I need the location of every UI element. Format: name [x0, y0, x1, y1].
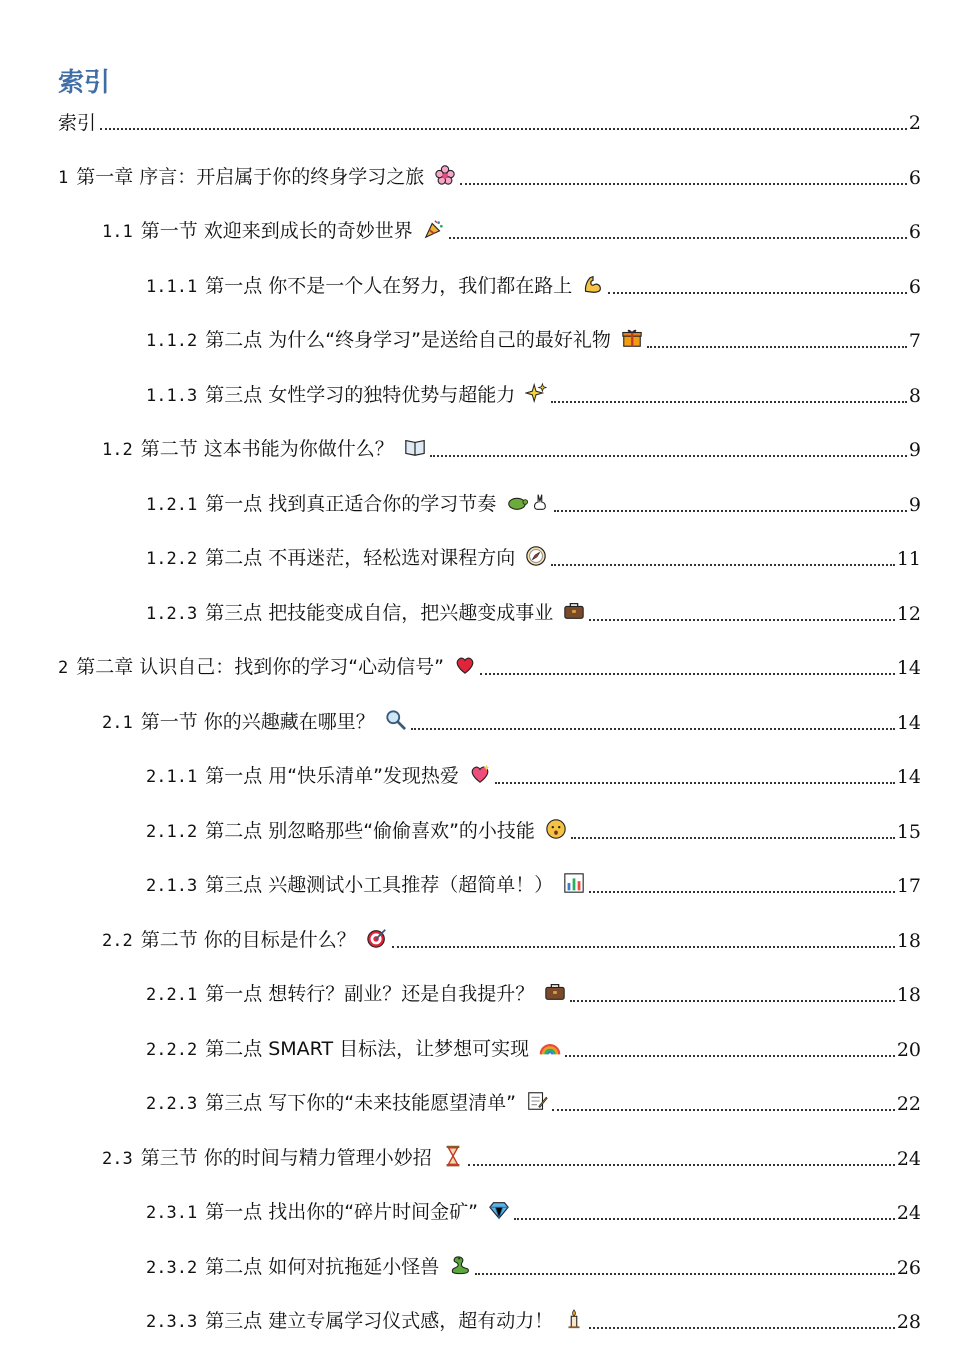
memo-icon — [526, 1090, 548, 1112]
briefcase-icon — [544, 981, 566, 1003]
section-title: 第一点 找出你的“碎片时间金矿” — [205, 1201, 478, 1223]
toc-entry-title — [146, 872, 585, 899]
page-number: 14 — [896, 712, 921, 734]
page-number: 24 — [896, 1202, 921, 1224]
compass-icon — [525, 545, 547, 567]
party-popper-icon — [423, 218, 445, 240]
toc-entry[interactable] — [146, 542, 921, 572]
section-number: 2 — [58, 658, 69, 678]
sparkling-heart-icon — [469, 763, 491, 785]
dot-leader — [647, 346, 907, 348]
toc-entry[interactable] — [58, 651, 921, 681]
toc-entry-title — [102, 218, 445, 245]
page-number: 15 — [896, 821, 921, 843]
section-number: 2.3.2 — [146, 1258, 198, 1278]
dot-leader — [554, 510, 907, 512]
toc-entry-title — [146, 545, 547, 572]
toc-entry-title — [146, 600, 585, 627]
toc-entry[interactable] — [146, 815, 921, 845]
page-number: 12 — [896, 603, 921, 625]
page-number: 6 — [908, 221, 921, 243]
toc-entry-title — [146, 382, 547, 409]
dot-leader — [589, 891, 895, 893]
dot-leader — [552, 1109, 895, 1111]
toc-entry[interactable] — [146, 760, 921, 790]
dot-leader — [430, 455, 907, 457]
section-title: 第三点 把技能变成自信，把兴趣变成事业 — [205, 602, 554, 624]
section-title: 第三点 写下你的“未来技能愿望清单” — [205, 1092, 516, 1114]
dot-leader — [589, 619, 895, 621]
section-number: 2.1 — [102, 713, 133, 733]
toc-entry-title — [58, 110, 96, 136]
section-title: 第一章 序言：开启属于你的终身学习之旅 — [76, 166, 425, 188]
toc-entry[interactable] — [146, 978, 921, 1008]
toc-entry-title — [146, 1254, 471, 1281]
section-number: 1.2 — [102, 440, 133, 460]
toc-entry-title — [146, 327, 643, 354]
toc-entry-title — [146, 981, 566, 1008]
section-title: 索引 — [58, 112, 97, 134]
toc-entry-title — [146, 1199, 510, 1226]
toc-entry-title — [102, 1145, 464, 1172]
toc-entry[interactable] — [146, 1196, 921, 1226]
briefcase-icon — [563, 600, 585, 622]
page-number: 11 — [896, 548, 921, 570]
toc-entry-title — [146, 763, 491, 790]
dot-leader — [589, 1327, 895, 1329]
dot-leader — [551, 401, 907, 403]
toc-entry[interactable] — [102, 1142, 921, 1172]
toc-entry[interactable] — [58, 161, 921, 191]
toc-entry[interactable] — [146, 1087, 921, 1117]
hourglass-icon — [442, 1145, 464, 1167]
section-title: 第二点 别忽略那些“偷偷喜欢”的小技能 — [205, 820, 535, 842]
section-number: 2.3 — [102, 1149, 133, 1169]
toc-entry[interactable] — [102, 215, 921, 245]
toc-entry[interactable] — [146, 324, 921, 354]
page-number: 20 — [896, 1039, 921, 1061]
page-number: 9 — [908, 494, 921, 516]
section-title: 第三点 兴趣测试小工具推荐（超简单！） — [205, 874, 554, 896]
toc-entry-title — [102, 709, 407, 736]
page-number: 18 — [896, 930, 921, 952]
dot-leader — [571, 837, 895, 839]
section-number: 2.1.3 — [146, 876, 198, 896]
toc-entry-title — [102, 927, 388, 954]
toc-entry[interactable] — [146, 597, 921, 627]
section-number: 2.3.3 — [146, 1312, 198, 1332]
section-title: 第三点 女性学习的独特优势与超能力 — [205, 384, 516, 406]
section-title: 第一节 你的兴趣藏在哪里？ — [140, 711, 375, 733]
dot-leader — [570, 1000, 895, 1002]
section-number: 1.2.1 — [146, 495, 198, 515]
page-number: 28 — [896, 1311, 921, 1333]
page-number: 18 — [896, 984, 921, 1006]
section-number: 2.2.3 — [146, 1094, 198, 1114]
toc-entry[interactable] — [146, 1033, 921, 1063]
dot-leader — [551, 564, 895, 566]
section-number: 1.1.3 — [146, 386, 198, 406]
section-title: 第二点 如何对抗拖延小怪兽 — [205, 1256, 440, 1278]
section-title: 第一节 欢迎来到成长的奇妙世界 — [140, 220, 413, 242]
toc-entry-title — [146, 818, 567, 845]
red-heart-icon — [454, 654, 476, 676]
section-title: 第三节 你的时间与精力管理小妙招 — [140, 1147, 432, 1169]
page-number: 6 — [908, 167, 921, 189]
toc-entry-title — [146, 491, 550, 518]
page-number: 6 — [908, 276, 921, 298]
section-title: 第二点 为什么“终身学习”是送给自己的最好礼物 — [205, 329, 611, 351]
section-number: 2.2.1 — [146, 985, 198, 1005]
section-title: 第一点 想转行？副业？还是自我提升？ — [205, 983, 535, 1005]
open-book-icon — [404, 436, 426, 458]
toc-entry[interactable] — [146, 1251, 921, 1281]
direct-hit-icon — [366, 927, 388, 949]
section-number: 2.1.1 — [146, 767, 198, 787]
section-title: 第二节 你的目标是什么？ — [140, 929, 356, 951]
page-number: 17 — [896, 875, 921, 897]
dragon-icon — [449, 1254, 471, 1276]
toc-entry[interactable] — [146, 488, 921, 518]
section-number: 1.2.3 — [146, 604, 198, 624]
dot-leader — [514, 1218, 895, 1220]
section-title: 第一点 你不是一个人在努力，我们都在路上 — [205, 275, 573, 297]
bar-chart-icon — [563, 872, 585, 894]
section-title: 第三点 建立专属学习仪式感，超有动力！ — [205, 1310, 554, 1332]
page-number: 7 — [908, 330, 921, 352]
section-number: 1.1.2 — [146, 331, 198, 351]
section-number: 2.2.2 — [146, 1040, 198, 1060]
dot-leader — [475, 1273, 895, 1275]
toc-entry[interactable] — [146, 869, 921, 899]
rainbow-icon — [539, 1036, 561, 1058]
gift-icon — [621, 327, 643, 349]
magnifier-icon — [385, 709, 407, 731]
toc-entry[interactable] — [146, 379, 921, 409]
section-number: 1 — [58, 168, 69, 188]
section-title: 第二节 这本书能为你做什么？ — [140, 438, 394, 460]
toc-entry-title — [146, 273, 604, 300]
dot-leader — [565, 1055, 895, 1057]
toc-entry-title — [146, 1036, 561, 1063]
page-number: 8 — [908, 385, 921, 407]
section-number: 2.2 — [102, 931, 133, 951]
toc-entry[interactable] — [102, 706, 921, 736]
gem-icon — [488, 1199, 510, 1221]
section-title: 第一点 找到真正适合你的学习节奏 — [205, 493, 497, 515]
toc-entry[interactable] — [102, 433, 921, 463]
section-number: 1.1 — [102, 222, 133, 242]
section-title: 第二章 认识自己：找到你的学习“心动信号” — [76, 656, 444, 678]
toc-entry[interactable] — [146, 1305, 921, 1335]
dot-leader — [480, 673, 895, 675]
dot-leader — [449, 237, 907, 239]
toc-entry[interactable] — [102, 924, 921, 954]
page-number: 14 — [896, 766, 921, 788]
page-number: 2 — [908, 112, 921, 134]
hushed-face-icon — [545, 818, 567, 840]
sparkles-icon — [525, 382, 547, 404]
page-number: 9 — [908, 439, 921, 461]
toc-entry[interactable] — [146, 270, 921, 300]
page-number: 22 — [896, 1093, 921, 1115]
section-number: 1.1.1 — [146, 277, 198, 297]
dot-leader — [495, 782, 895, 784]
dot-leader — [411, 728, 895, 730]
candle-icon — [563, 1308, 585, 1330]
toc-entry-title — [146, 1090, 548, 1117]
page-heading: 索引 — [58, 68, 111, 98]
toc-entry-title — [58, 654, 476, 681]
flexed-biceps-icon — [582, 273, 604, 295]
toc-entry-title — [146, 1308, 585, 1335]
toc-entry-title — [102, 436, 426, 463]
section-number: 2.3.1 — [146, 1203, 198, 1223]
section-number: 2.1.2 — [146, 822, 198, 842]
dot-leader — [392, 946, 895, 948]
section-title: 第二点 不再迷茫，轻松选对课程方向 — [205, 547, 516, 569]
toc-entry[interactable] — [58, 106, 921, 136]
section-title: 第一点 用“快乐清单”发现热爱 — [205, 765, 459, 787]
dot-leader — [460, 183, 907, 185]
page-number: 24 — [896, 1148, 921, 1170]
section-number: 1.2.2 — [146, 549, 198, 569]
toc-entry-title — [58, 164, 456, 191]
dot-leader — [100, 128, 907, 130]
page-number: 26 — [896, 1257, 921, 1279]
dot-leader — [608, 292, 907, 294]
section-title: 第二点 SMART 目标法，让梦想可实现 — [205, 1038, 530, 1060]
page-number: 14 — [896, 657, 921, 679]
dot-leader — [468, 1164, 895, 1166]
turtle-rabbit-icon — [506, 491, 550, 513]
cherry-blossom-icon — [434, 164, 456, 186]
